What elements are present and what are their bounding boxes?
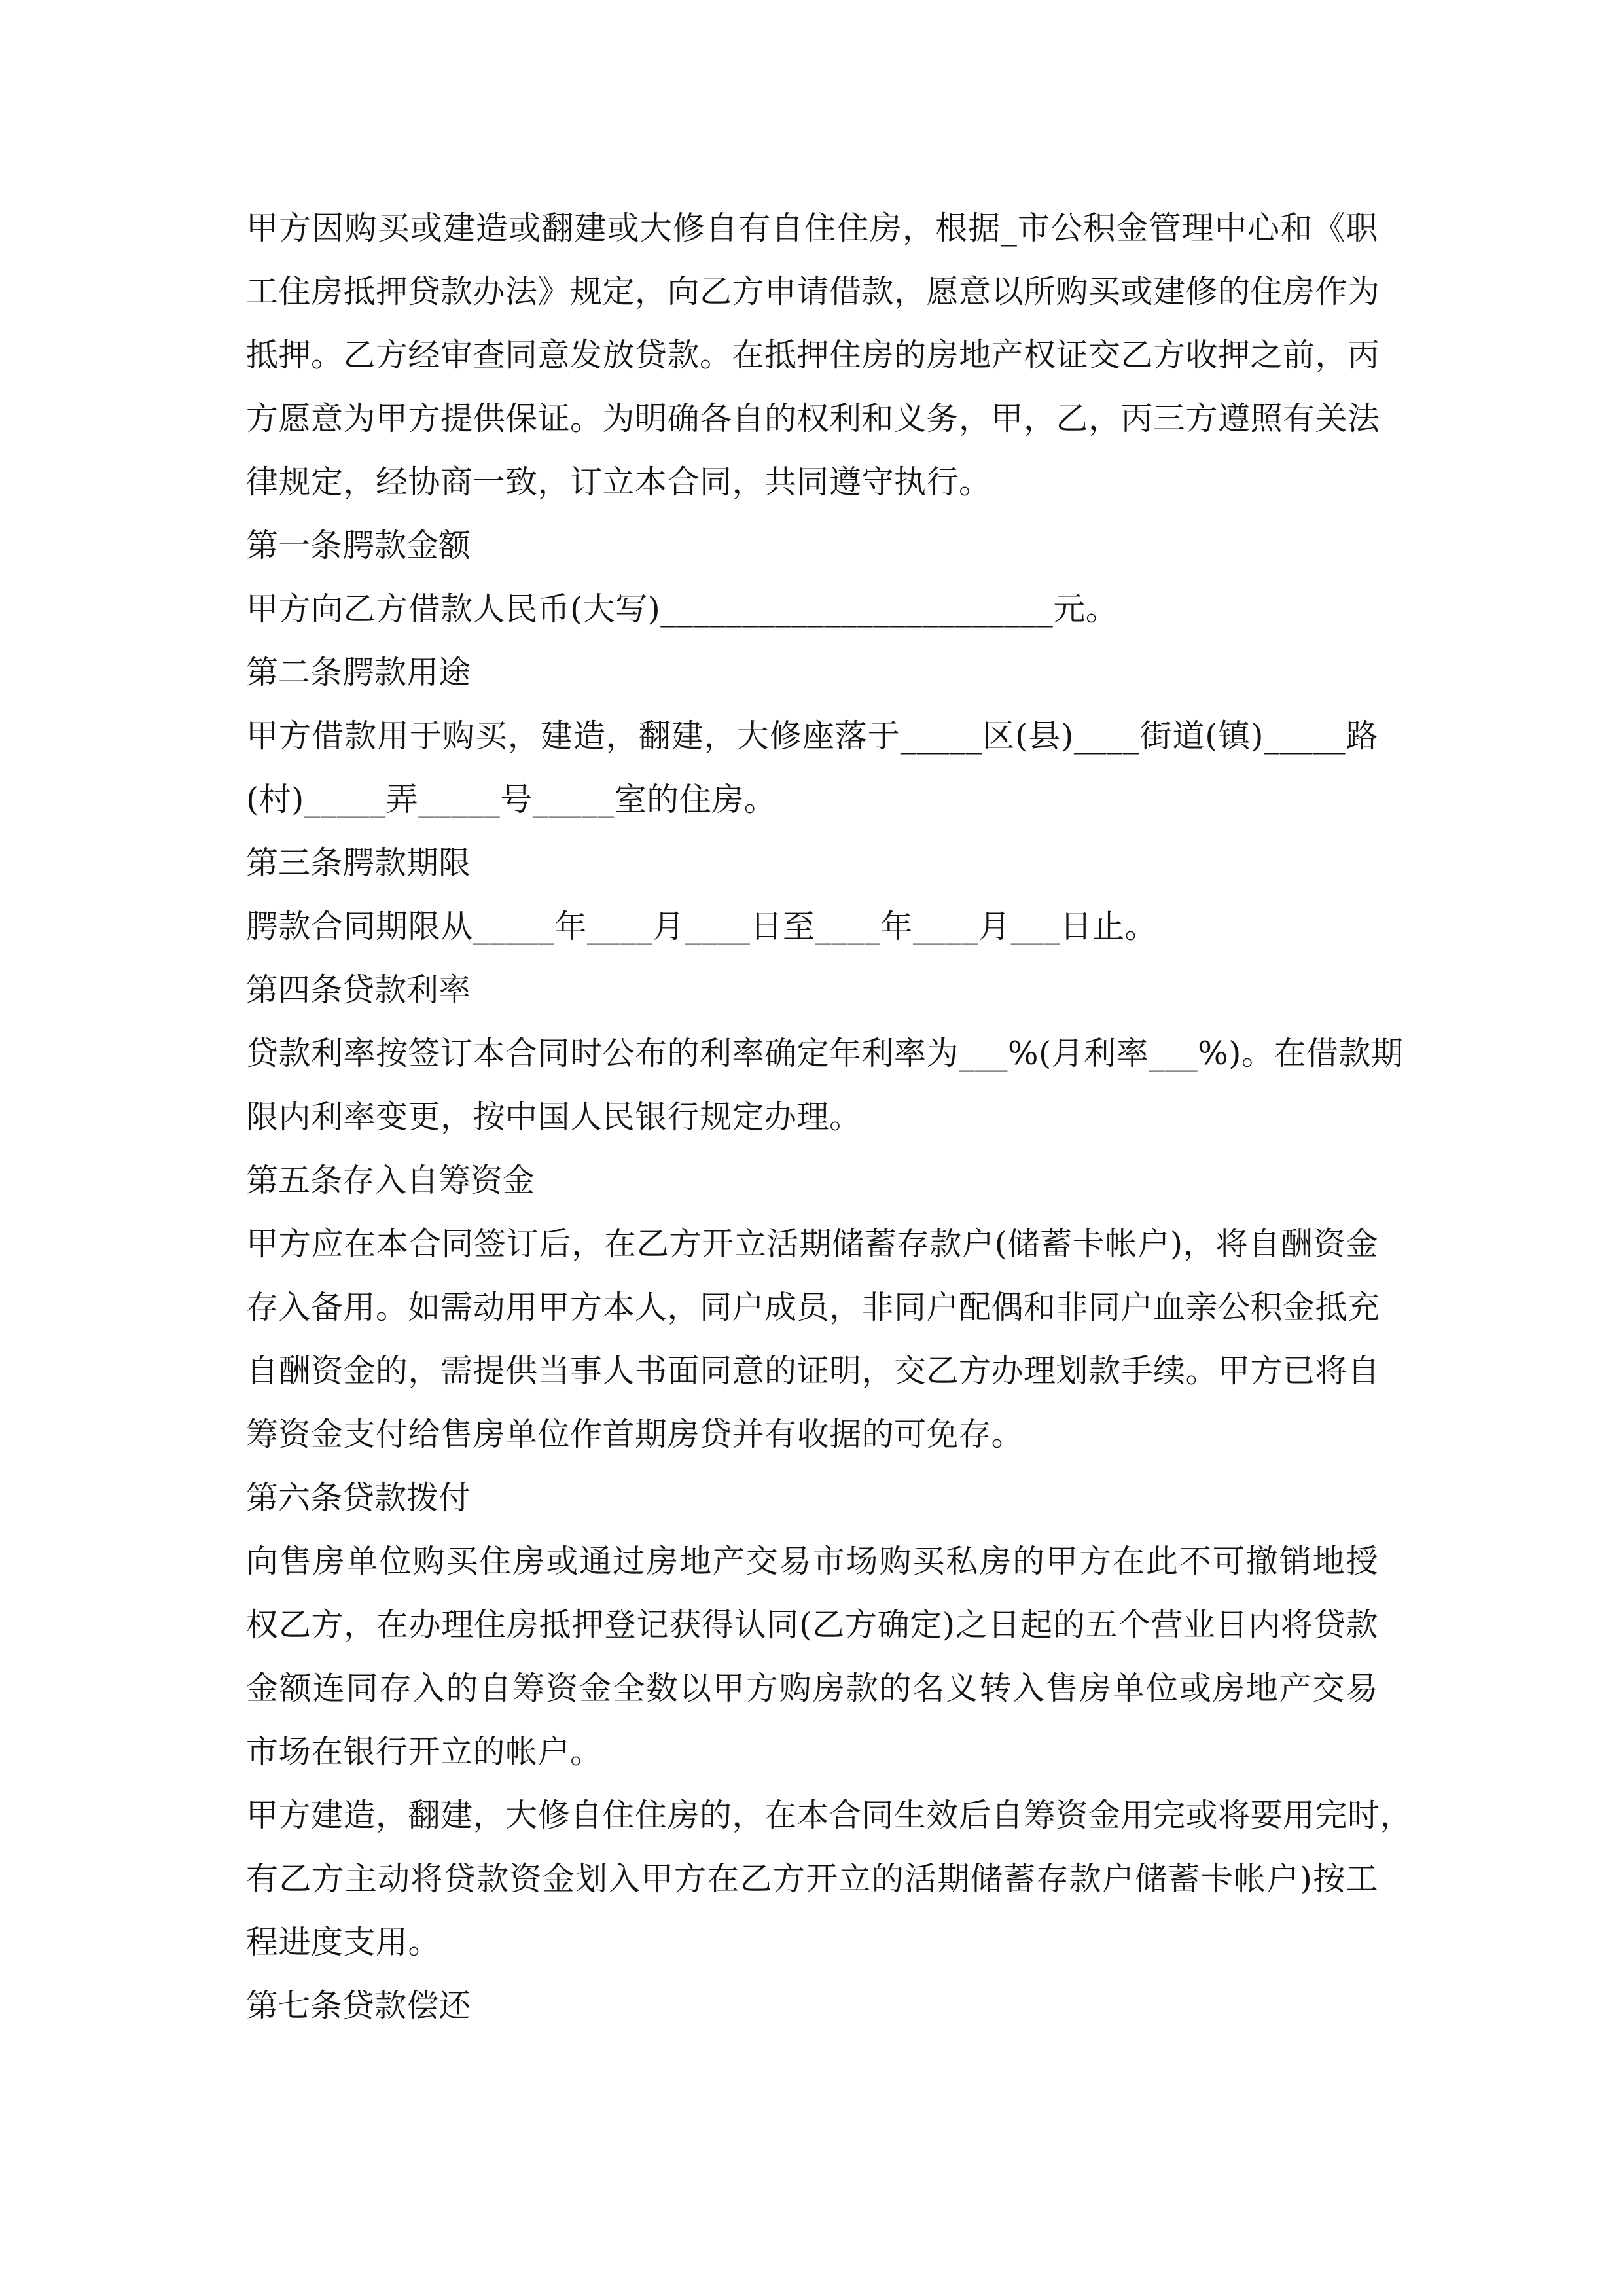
article-6 <box>246 1466 1413 1974</box>
intro-line: 抵押。乙方经审查同意发放贷款。在抵押住房的房地产权证交乙方收押之前，丙 <box>246 336 1380 374</box>
article-title: 第五条存入自筹资金 <box>246 1162 535 1199</box>
article-title: 第七条贷款偿还 <box>246 1987 471 2024</box>
article-title: 第一条腭款金额 <box>246 527 471 564</box>
article-title: 第二条腭款用途 <box>246 654 471 691</box>
article-line: 存入备用。如需动用甲方本人，同户成员，非同户配偶和非同户血亲公积金抵充 <box>246 1289 1380 1326</box>
article-line: 自酬资金的，需提供当事人书面同意的证明，交乙方办理划款手续。甲方已将自 <box>246 1352 1380 1390</box>
article-line: 市场在银行开立的帐户。 <box>246 1733 603 1770</box>
article-line: 贷款利率按签订本合同时公布的利率确定年利率为___%(月利率___%)。在借款期 <box>246 1035 1404 1072</box>
article-4 <box>246 958 1404 1149</box>
article-line: 甲方应在本合同签订后，在乙方开立活期储蓄存款户(储蓄卡帐户)，将自酬资金 <box>246 1225 1378 1263</box>
article-line: 程进度支用。 <box>246 1924 441 1961</box>
article-2 <box>246 641 1378 831</box>
article-3 <box>246 831 1378 958</box>
article-line: 金额连同存入的自筹资金全数以甲方购房款的名义转入售房单位或房地产交易 <box>246 1670 1378 1707</box>
article-line: 甲方向乙方借款人民币(大写)________________________元。 <box>246 590 1118 628</box>
intro-line: 甲方因购买或建造或翻建或大修自有自住住房，根据_市公积金管理中心和《职 <box>246 209 1378 247</box>
article-line: 向售房单位购买住房或通过房地产交易市场购买私房的甲方在此不可撤销地授 <box>246 1543 1378 1580</box>
article-title: 第六条贷款拨付 <box>246 1479 471 1516</box>
article-line: 筹资金支付给售房单位作首期房贷并有收据的可免存。 <box>246 1416 1024 1453</box>
article-title: 第四条贷款利率 <box>246 971 471 1009</box>
article-line: 权乙方，在办理住房抵押登记获得认同(乙方确定)之日起的五个营业日内将贷款 <box>246 1606 1378 1643</box>
article-5 <box>246 1149 1378 1466</box>
contract-body <box>246 196 1413 2037</box>
intro-line: 方愿意为甲方提供保证。为明确各自的权利和义务，甲，乙，丙三方遵照有关法 <box>246 400 1380 437</box>
article-title: 第三条腭款期限 <box>246 844 471 882</box>
intro-paragraph <box>246 196 1378 514</box>
article-7 <box>246 1974 1378 2037</box>
article-line: 甲方借款用于购买，建造，翻建，大修座落于_____区(县)____街道(镇)_____路 <box>246 717 1378 755</box>
article-1 <box>246 514 1378 641</box>
article-line: 腭款合同期限从_____年____月____日至____年____月___日止。 <box>246 908 1158 945</box>
article-line: 甲方建造，翻建，大修自住住房的，在本合同生效后自筹资金用完或将要用完时， <box>246 1797 1413 1834</box>
article-line: 限内利率变更，按中国人民银行规定办理。 <box>246 1098 862 1136</box>
intro-line: 律规定，经协商一致，订立本合同，共同遵守执行。 <box>246 463 991 501</box>
article-line: (村)_____弄_____号_____室的住房。 <box>246 781 777 818</box>
intro-line: 工住房抵押贷款办法》规定，向乙方申请借款，愿意以所购买或建修的住房作为 <box>246 273 1380 310</box>
article-line: 有乙方主动将贷款资金划入甲方在乙方开立的活期储蓄存款户储蓄卡帐户)按工 <box>246 1860 1378 1897</box>
